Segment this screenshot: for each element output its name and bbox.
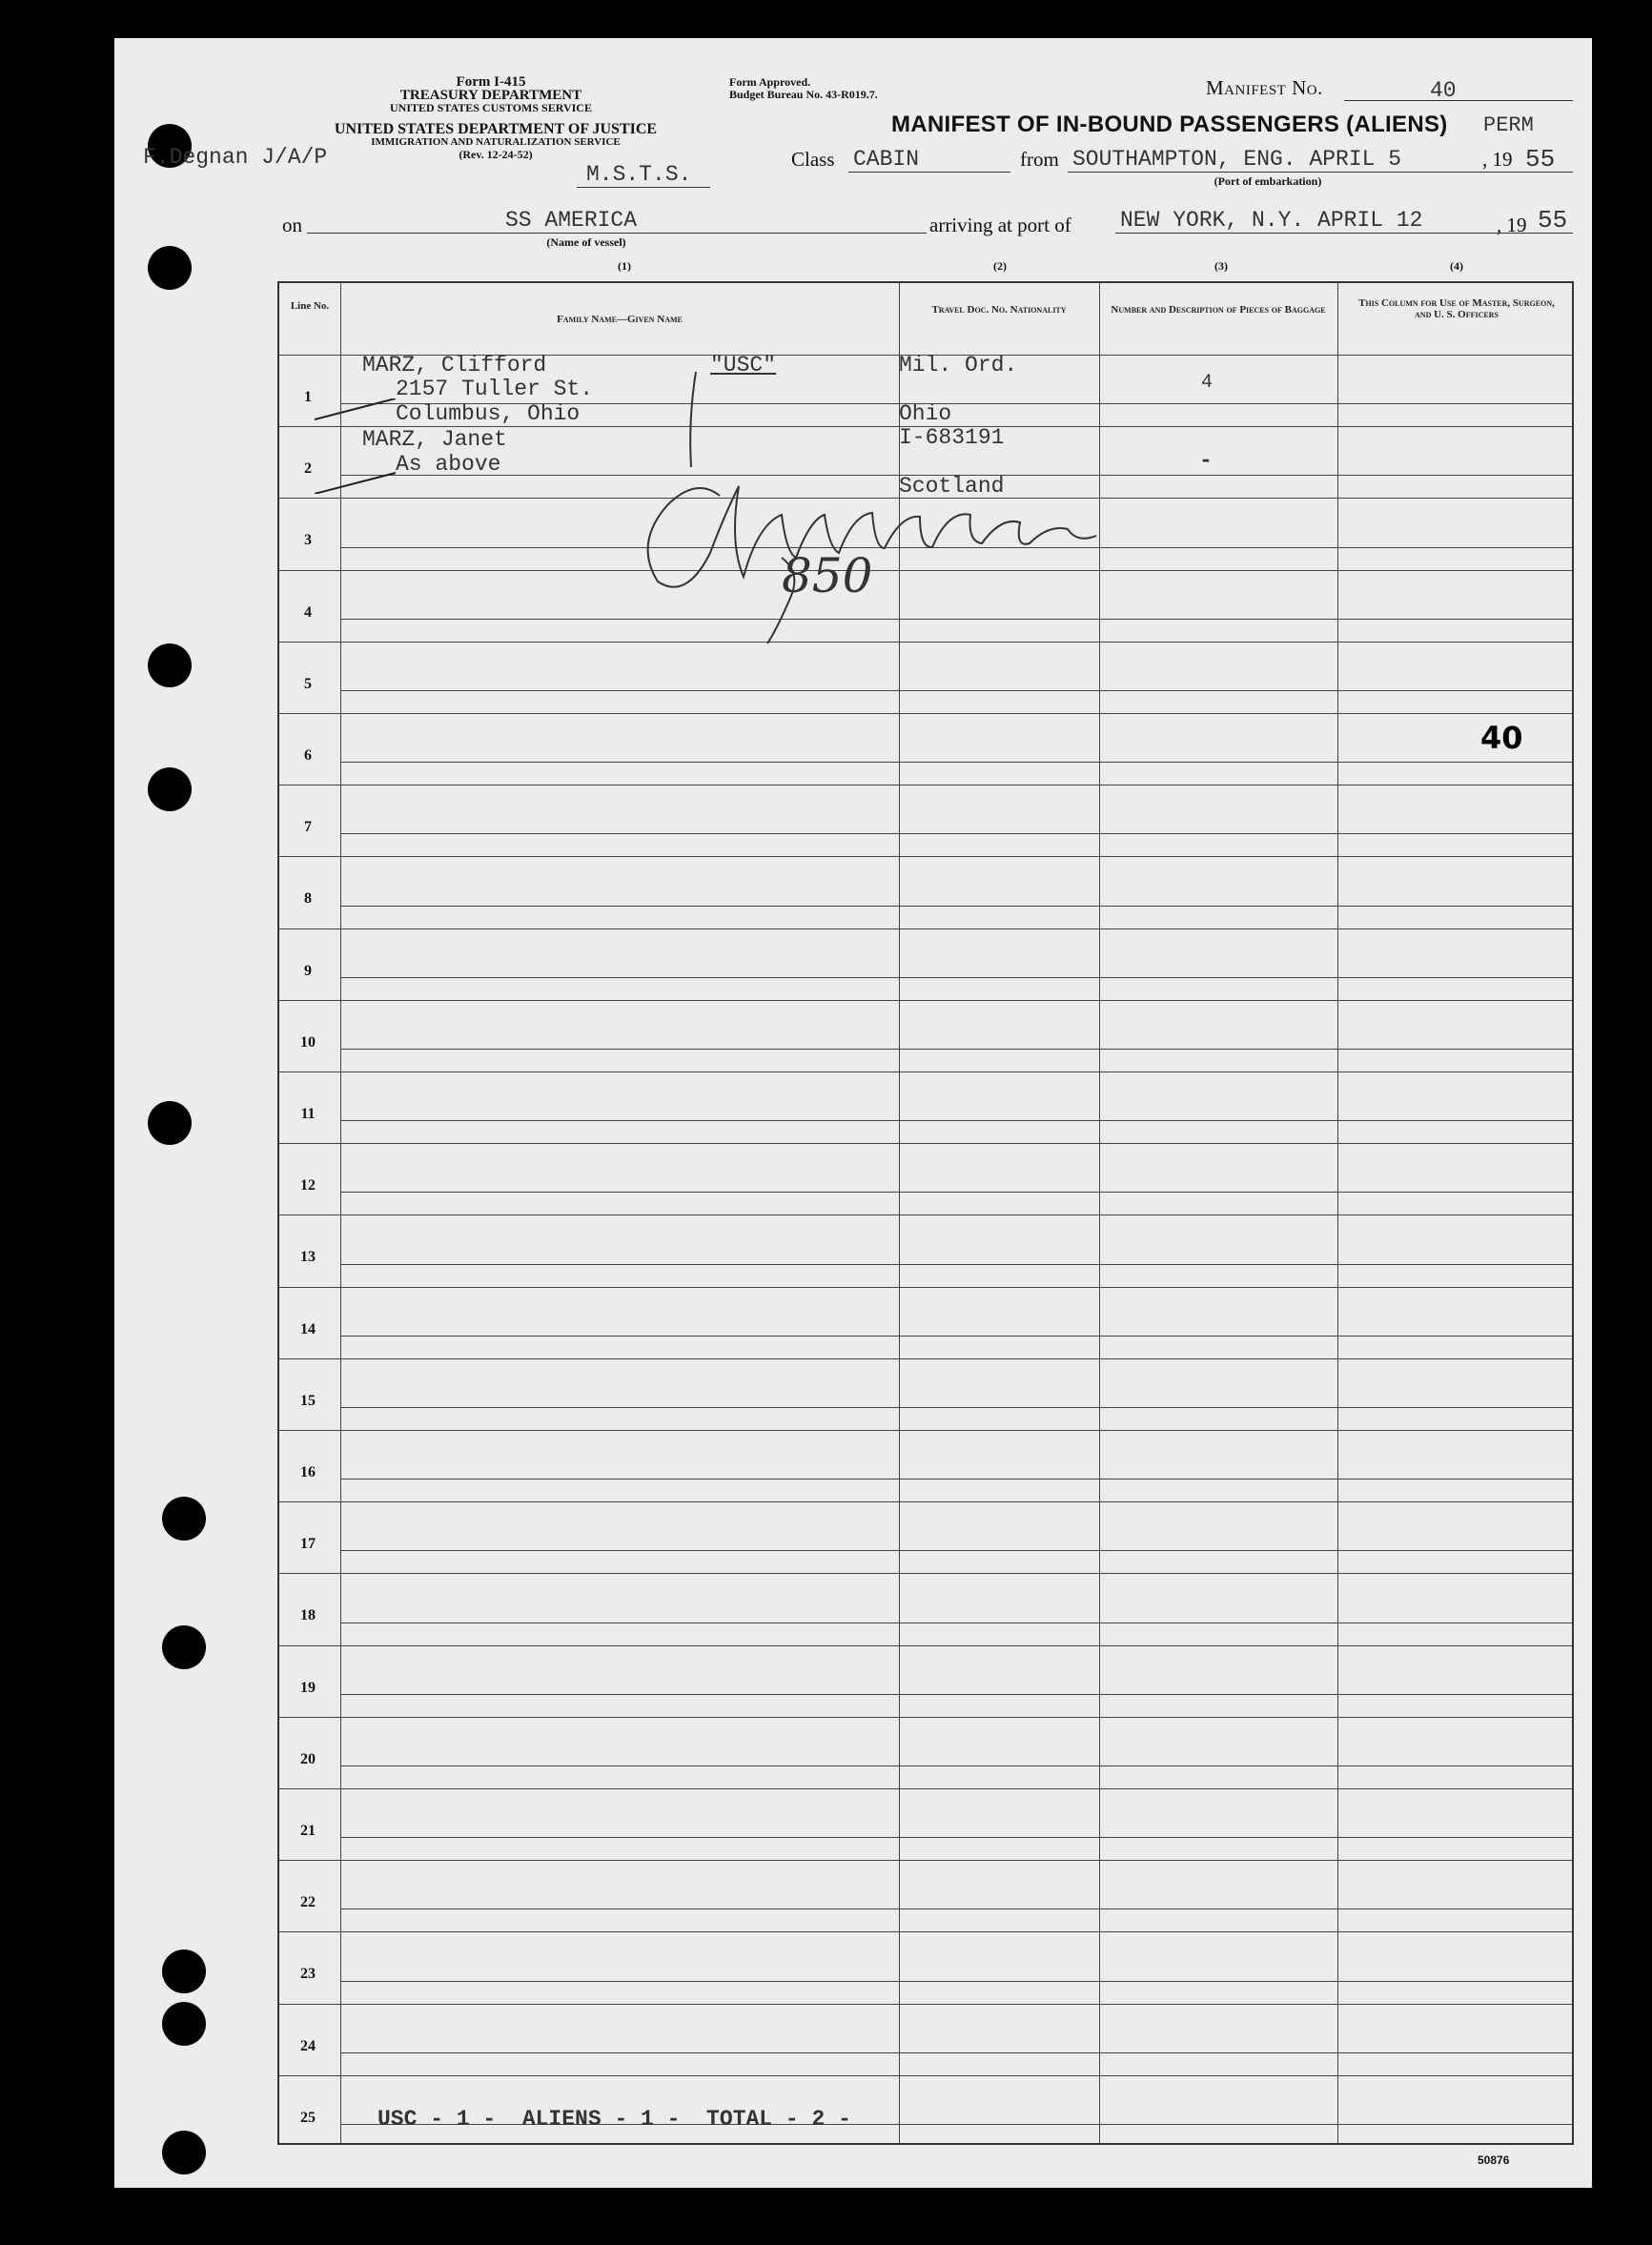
class-label: Class (791, 148, 835, 171)
row-divider (279, 1860, 1572, 1861)
p1-address-1: 2157 Tuller St. (396, 377, 594, 401)
colnum-2: (2) (993, 259, 1007, 273)
row-subline (340, 1336, 1572, 1337)
vessel-caption: (Name of vessel) (546, 235, 626, 249)
line-number: 23 (300, 1966, 316, 1983)
line-number: 22 (300, 1894, 316, 1911)
row-divider (279, 2004, 1572, 2005)
line-number: 10 (300, 1033, 316, 1051)
stamp-number: 40 (1480, 720, 1523, 756)
line-number: 18 (300, 1607, 316, 1624)
p2-travel-doc: I-683191 (899, 425, 1005, 450)
row-divider (279, 1645, 1572, 1646)
row-subline (340, 1407, 1572, 1408)
year-prefix-2: , 19 (1497, 214, 1527, 236)
budget-bureau: Budget Bureau No. 43-R019.7. (729, 88, 878, 101)
p2-baggage: - (1199, 448, 1213, 473)
revision: (Rev. 12-24-52) (459, 148, 533, 161)
row-subline (340, 1765, 1572, 1766)
line-number: 11 (300, 1106, 316, 1123)
line-number: 9 (304, 962, 312, 979)
row-subline (340, 1694, 1572, 1695)
punch-hole (148, 246, 192, 290)
row-divider (279, 1214, 1572, 1215)
punch-hole (162, 1625, 206, 1669)
row-divider (279, 1143, 1572, 1144)
p1-travel-doc: Mil. Ord. (899, 353, 1018, 378)
manifest-no-value: 40 (1430, 78, 1457, 103)
row-divider (279, 1358, 1572, 1359)
colnum-1: (1) (618, 259, 631, 273)
handwritten-signature (629, 353, 1125, 648)
line-number: 14 (300, 1320, 316, 1337)
arrival-port: NEW YORK, N.Y. APRIL 12 (1120, 208, 1423, 233)
row-divider (279, 1071, 1572, 1072)
treasury-dept: TREASURY DEPARTMENT (399, 88, 582, 103)
row-subline (340, 1264, 1572, 1265)
line-number: 5 (304, 675, 312, 692)
punch-hole (148, 643, 192, 687)
row-subline (340, 1192, 1572, 1193)
row-subline (340, 1049, 1572, 1050)
row-subline (340, 1550, 1572, 1551)
colnum-3: (3) (1214, 259, 1228, 273)
row-divider (279, 1717, 1572, 1718)
from-value: SOUTHAMPTON, ENG. APRIL 5 (1072, 147, 1402, 172)
form-number: Form I-415 (456, 74, 526, 90)
handwritten-850: 850 (782, 548, 873, 603)
year-2: 55 (1538, 206, 1568, 235)
ins-service: IMMIGRATION AND NATURALIZATION SERVICE (371, 136, 621, 148)
row-divider (279, 856, 1572, 857)
line-number: 8 (304, 890, 312, 908)
customs-service: UNITED STATES CUSTOMS SERVICE (390, 101, 592, 114)
line-number: 1 (304, 389, 312, 406)
p1-baggage: 4 (1201, 372, 1214, 394)
row-divider (279, 1501, 1572, 1502)
margin-note: F.Degnan J/A/P (143, 145, 328, 170)
form-approved: Form Approved. (729, 75, 811, 89)
year-1: 55 (1525, 145, 1556, 173)
line-number: 16 (300, 1464, 316, 1481)
punch-hole (148, 1101, 192, 1145)
row-subline (340, 1908, 1572, 1909)
punch-hole (162, 2131, 206, 2174)
row-subline (340, 1479, 1572, 1480)
punch-hole (162, 2002, 206, 2046)
row-divider (279, 2075, 1572, 2076)
row-divider (279, 1000, 1572, 1001)
msts: M.S.T.S. (586, 162, 692, 187)
row-subline (340, 2052, 1572, 2053)
punch-hole (148, 767, 192, 811)
p1-nationality: Ohio (899, 401, 952, 426)
line-number: 2 (304, 460, 312, 478)
on-label: on (282, 214, 302, 236)
vessel-name: SS AMERICA (505, 208, 638, 233)
row-subline (340, 1120, 1572, 1121)
row-subline (340, 762, 1572, 763)
p2-name: MARZ, Janet (362, 427, 507, 452)
check-mark-icon (315, 398, 410, 494)
row-subline (340, 833, 1572, 834)
line-number: 21 (300, 1823, 316, 1840)
header-baggage: Number and Description of Pieces of Baggage (1111, 304, 1326, 316)
line-number: 3 (304, 532, 312, 549)
manifest-no-label: Manifest No. (1206, 76, 1323, 99)
colnum-4: (4) (1450, 259, 1463, 273)
row-divider (279, 713, 1572, 714)
row-divider (279, 785, 1572, 786)
header-officers: This Column for Use of Master, Surgeon, and U. S. Officers (1358, 297, 1555, 320)
usc-note: "USC" (710, 353, 777, 378)
port-embark-caption: (Port of embarkation) (1214, 174, 1322, 188)
header-line-no: Line No. (290, 300, 330, 312)
line-number: 7 (304, 819, 312, 836)
year-prefix-1: , 19 (1482, 148, 1513, 171)
line-number: 6 (304, 747, 312, 765)
row-subline (340, 977, 1572, 978)
perm-note: PERM (1483, 113, 1534, 137)
line-number: 17 (300, 1536, 316, 1553)
row-divider (279, 1287, 1572, 1288)
p2-address: As above (396, 452, 501, 477)
header-travel-doc: Travel Doc. No. Nationality (931, 304, 1067, 316)
footer-form-number: 50876 (1478, 2153, 1510, 2167)
line-number: 25 (300, 2109, 316, 2126)
line-number: 24 (300, 2037, 316, 2054)
arriving-label: arriving at port of (929, 214, 1071, 236)
row-subline (340, 906, 1572, 907)
p1-address-2: Columbus, Ohio (396, 401, 581, 426)
p1-name: MARZ, Clifford (362, 353, 547, 378)
punch-hole (162, 1949, 206, 1993)
line-number: 19 (300, 1679, 316, 1696)
line-number: 13 (300, 1249, 316, 1266)
row-divider (279, 1430, 1572, 1431)
header-family-name: Family Name—Given Name (557, 314, 683, 325)
punch-hole (162, 1497, 206, 1541)
from-label: from (1020, 148, 1059, 171)
p2-nationality: Scotland (899, 474, 1005, 499)
line-number: 4 (304, 603, 312, 621)
totals-row: USC - 1 - ALIENS - 1 - TOTAL - 2 - (377, 2107, 851, 2132)
line-number: 15 (300, 1392, 316, 1409)
row-divider (279, 1931, 1572, 1932)
row-divider (279, 1573, 1572, 1574)
row-subline (340, 1981, 1572, 1982)
row-divider (279, 1788, 1572, 1789)
row-subline (340, 1837, 1572, 1838)
class-value: CABIN (853, 147, 920, 172)
line-number: 12 (300, 1177, 316, 1194)
line-number: 20 (300, 1750, 316, 1767)
justice-dept: UNITED STATES DEPARTMENT OF JUSTICE (334, 121, 658, 137)
manifest-title: MANIFEST OF IN-BOUND PASSENGERS (ALIENS) (891, 112, 1448, 137)
row-subline (340, 690, 1572, 691)
